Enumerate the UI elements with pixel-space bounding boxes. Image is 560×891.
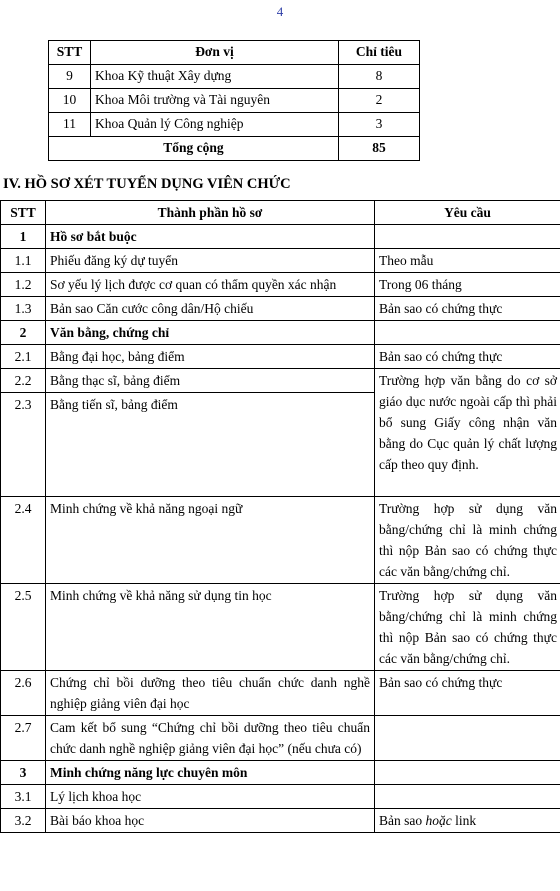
total-row bbox=[49, 137, 420, 161]
item-stt: 2.6 bbox=[1, 671, 46, 716]
header-quota: Chỉ tiêu bbox=[339, 41, 420, 65]
header-component: Thành phần hồ sơ bbox=[46, 201, 375, 225]
table-row bbox=[1, 671, 560, 716]
quota-table bbox=[48, 40, 420, 161]
table-row bbox=[1, 785, 560, 809]
item-stt: 1.2 bbox=[1, 273, 46, 297]
item-stt: 2.4 bbox=[1, 497, 46, 584]
item-req: Trường hợp sử dụng văn bằng/chứng chỉ là minh chứng thì nộp Bản sao có chứng thực các văn bằng/chứng chỉ. bbox=[375, 584, 560, 671]
item-stt: 2.2 bbox=[1, 369, 46, 393]
item-stt: 3.1 bbox=[1, 785, 46, 809]
table-row bbox=[1, 249, 560, 273]
group-title: Văn bằng, chứng chỉ bbox=[46, 321, 375, 345]
item-name: Phiếu đăng ký dự tuyển bbox=[46, 249, 375, 273]
item-name: Bằng đại học, bảng điểm bbox=[46, 345, 375, 369]
item-name: Bản sao Căn cước công dân/Hộ chiếu bbox=[46, 297, 375, 321]
table-row bbox=[1, 369, 560, 393]
item-req bbox=[375, 716, 560, 761]
item-stt: 1.3 bbox=[1, 297, 46, 321]
item-req: Bản sao có chứng thực bbox=[375, 297, 560, 321]
table-row bbox=[1, 809, 560, 833]
item-stt: 2.7 bbox=[1, 716, 46, 761]
page-number: 4 bbox=[276, 4, 284, 19]
row-stt: 11 bbox=[49, 113, 91, 137]
group-row bbox=[1, 321, 560, 345]
documents-table bbox=[0, 200, 560, 833]
item-stt: 2.5 bbox=[1, 584, 46, 671]
row-unit: Khoa Kỹ thuật Xây dựng bbox=[91, 65, 339, 89]
req-text-before: Bản sao bbox=[379, 813, 426, 828]
item-name: Bài báo khoa học bbox=[46, 809, 375, 833]
table-row bbox=[1, 716, 560, 761]
req-text-italic: hoặc bbox=[425, 813, 452, 828]
row-stt: 9 bbox=[49, 65, 91, 89]
total-value: 85 bbox=[339, 137, 420, 161]
item-name: Cam kết bổ sung “Chứng chỉ bồi dưỡng theo tiêu chuẩn chức danh nghề nghiệp giảng viên đại học” (nếu chưa có) bbox=[46, 716, 375, 761]
group-title: Minh chứng năng lực chuyên môn bbox=[46, 761, 375, 785]
table-row bbox=[49, 113, 420, 137]
item-name: Bằng thạc sĩ, bảng điểm bbox=[46, 369, 375, 393]
item-req: Theo mẫu bbox=[375, 249, 560, 273]
item-req: Trường hợp sử dụng văn bằng/chứng chỉ là minh chứng thì nộp Bản sao có chứng thực các văn bằng/chứng chỉ. bbox=[375, 497, 560, 584]
documents-table-header bbox=[1, 201, 560, 225]
item-stt: 2.3 bbox=[1, 393, 46, 497]
item-name: Chứng chỉ bồi dưỡng theo tiêu chuẩn chức danh nghề nghiệp giảng viên đại học bbox=[46, 671, 375, 716]
row-quota: 2 bbox=[339, 89, 420, 113]
table-row bbox=[49, 89, 420, 113]
quota-table-header bbox=[49, 41, 420, 65]
group-req bbox=[375, 225, 560, 249]
item-name: Minh chứng về khả năng ngoại ngữ bbox=[46, 497, 375, 584]
group-row bbox=[1, 761, 560, 785]
row-stt: 10 bbox=[49, 89, 91, 113]
row-quota: 8 bbox=[339, 65, 420, 89]
item-stt: 3.2 bbox=[1, 809, 46, 833]
item-req bbox=[375, 785, 560, 809]
table-row bbox=[1, 273, 560, 297]
group-row bbox=[1, 225, 560, 249]
item-req: Trường hợp văn bằng do cơ sở giáo dục nước ngoài cấp thì phải bổ sung Giấy công nhận văn bằng do Cục quản lý chất lượng cấp theo quy định. bbox=[375, 369, 560, 497]
item-name: Lý lịch khoa học bbox=[46, 785, 375, 809]
item-stt: 1.1 bbox=[1, 249, 46, 273]
total-label: Tổng cộng bbox=[49, 137, 339, 161]
header-requirement: Yêu cầu bbox=[375, 201, 560, 225]
header-stt: STT bbox=[1, 201, 46, 225]
row-unit: Khoa Quản lý Công nghiệp bbox=[91, 113, 339, 137]
group-req bbox=[375, 761, 560, 785]
item-name: Bằng tiến sĩ, bảng điểm bbox=[46, 393, 375, 497]
table-row bbox=[1, 584, 560, 671]
group-stt: 3 bbox=[1, 761, 46, 785]
group-title: Hồ sơ bắt buộc bbox=[46, 225, 375, 249]
item-name: Sơ yếu lý lịch được cơ quan có thẩm quyền xác nhận bbox=[46, 273, 375, 297]
row-quota: 3 bbox=[339, 113, 420, 137]
group-req bbox=[375, 321, 560, 345]
row-unit: Khoa Môi trường và Tài nguyên bbox=[91, 89, 339, 113]
item-stt: 2.1 bbox=[1, 345, 46, 369]
table-row bbox=[1, 345, 560, 369]
group-stt: 1 bbox=[1, 225, 46, 249]
section-title: IV. HỒ SƠ XÉT TUYỂN DỤNG VIÊN CHỨC bbox=[3, 176, 291, 192]
item-req: Bản sao có chứng thực bbox=[375, 345, 560, 369]
table-row bbox=[1, 297, 560, 321]
table-row bbox=[49, 65, 420, 89]
table-row bbox=[1, 497, 560, 584]
item-req: Bản sao có chứng thực bbox=[375, 671, 560, 716]
header-stt: STT bbox=[49, 41, 91, 65]
item-name: Minh chứng về khả năng sử dụng tin học bbox=[46, 584, 375, 671]
req-text-after: link bbox=[451, 813, 477, 828]
header-unit: Đơn vị bbox=[91, 41, 339, 65]
group-stt: 2 bbox=[1, 321, 46, 345]
item-req: Trong 06 tháng bbox=[375, 273, 560, 297]
item-req bbox=[375, 809, 560, 833]
